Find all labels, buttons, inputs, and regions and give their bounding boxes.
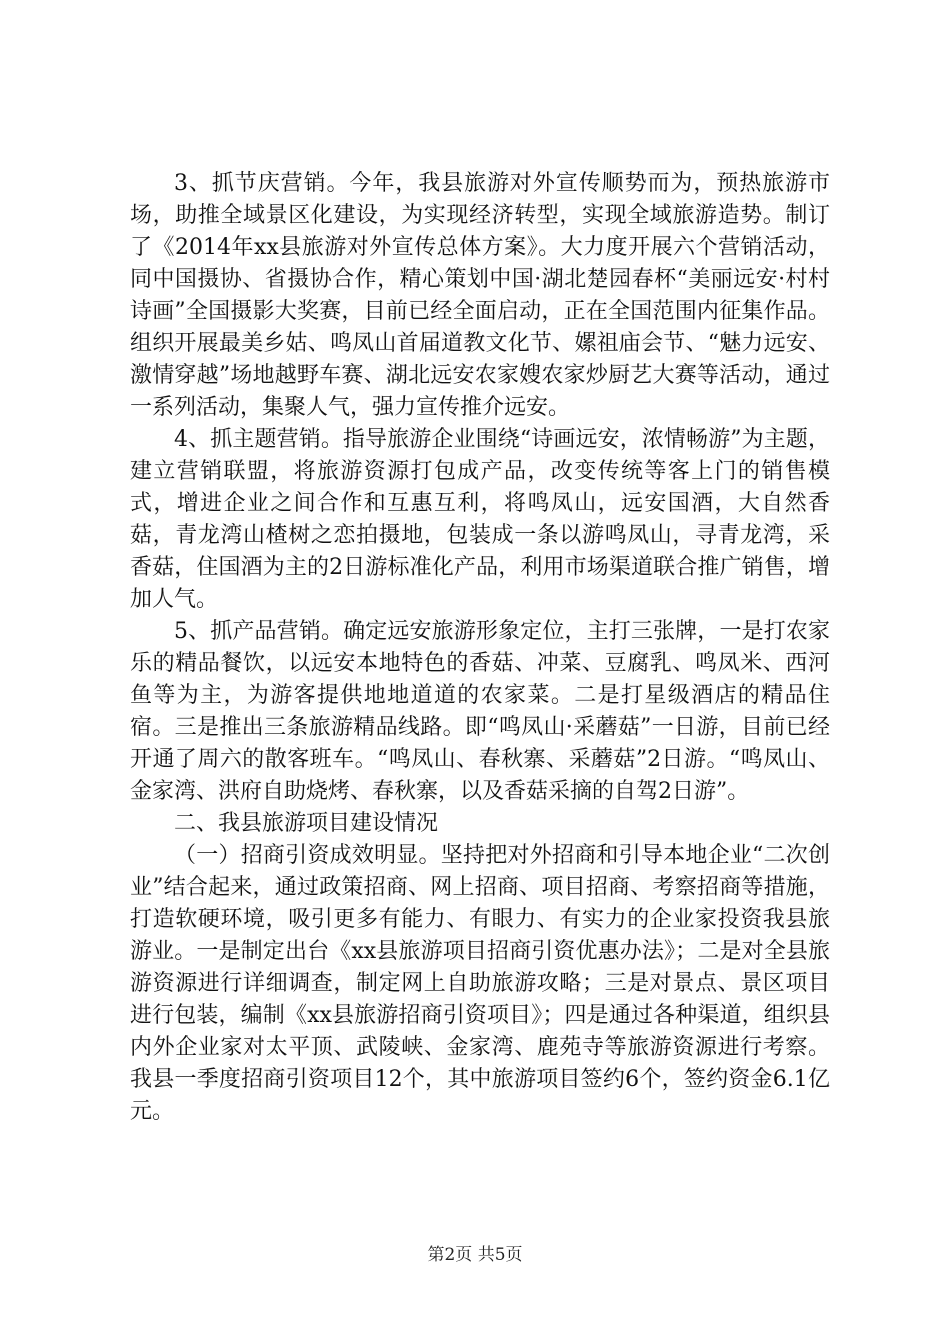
paragraph-festival-marketing: 3、抓节庆营销。今年，我县旅游对外宣传顺势而为，预热旅游市场，助推全域景区化建设，为实现经济转型，实现全域旅游造势。制订了《2014年xx县旅游对外宣传总体方案》。大力度开展六个营销活动，同中国摄协、省摄协合作，精心策划中国·湖北楚园春杯“美丽远安·村村诗画”全国摄影大奖赛，目前已经全面启动，正在全国范围内征集作品。组织开展最美乡姑、鸣凤山首届道教文化节、嫘祖庙会节、“魅力远安、激情穿越”场地越野车赛、湖北远安农家嫂农家炒厨艺大赛等活动，通过一系列活动，集聚人气，强力宣传推介远安。 (130, 171, 830, 420)
section-heading-project-construction: 二、我县旅游项目建设情况 (174, 811, 439, 836)
paragraph-investment-attraction: （一）招商引资成效明显。坚持把对外招商和引导本地企业“二次创业”结合起来，通过政策招商、网上招商、项目招商、考察招商等措施，打造软硬环境，吸引更多有能力、有眼力、有实力的企业家投资我县旅游业。一是制定出台《xx县旅游项目招商引资优惠办法》；二是对全县旅游资源进行详细调查，制定网上自助旅游攻略；三是对景点、景区项目进行包装，编制《xx县旅游招商引资项目》；四是通过各种渠道，组织县内外企业家对太平顶、武陵峡、金家湾、鹿苑寺等旅游资源进行考察。我县一季度招商引资项目12个，其中旅游项目签约6个，签约资金6.1亿元。 (130, 843, 830, 1124)
paragraph-theme-marketing: 4、抓主题营销。指导旅游企业围绕“诗画远安，浓情畅游”为主题，建立营销联盟，将旅游资源打包成产品，改变传统等客上门的销售模式，增进企业之间合作和互惠互利，将鸣凤山，远安国酒，大自然香菇，青龙湾山楂树之恋拍摄地，包装成一条以游鸣凤山，寻青龙湾，采香菇，住国酒为主的2日游标准化产品，利用市场渠道联合推广销售，增加人气。 (130, 427, 830, 612)
page-footer: 第2页 共5页 (427, 1245, 523, 1265)
paragraph-product-marketing: 5、抓产品营销。确定远安旅游形象定位，主打三张牌，一是打农家乐的精品餐饮，以远安本地特色的香菇、冲菜、豆腐乳、鸣凤米、西河鱼等为主，为游客提供地地道道的农家菜。二是打星级酒店的精品住宿。三是推出三条旅游精品线路。即“鸣凤山·采蘑菇”一日游，目前已经开通了周六的散客班车。“鸣凤山、春秋寨、采蘑菇”2日游。“鸣凤山、金家湾、洪府自助烧烤、春秋寨，以及香菇采摘的自驾2日游”。 (130, 619, 830, 804)
body-text (130, 168, 830, 1128)
